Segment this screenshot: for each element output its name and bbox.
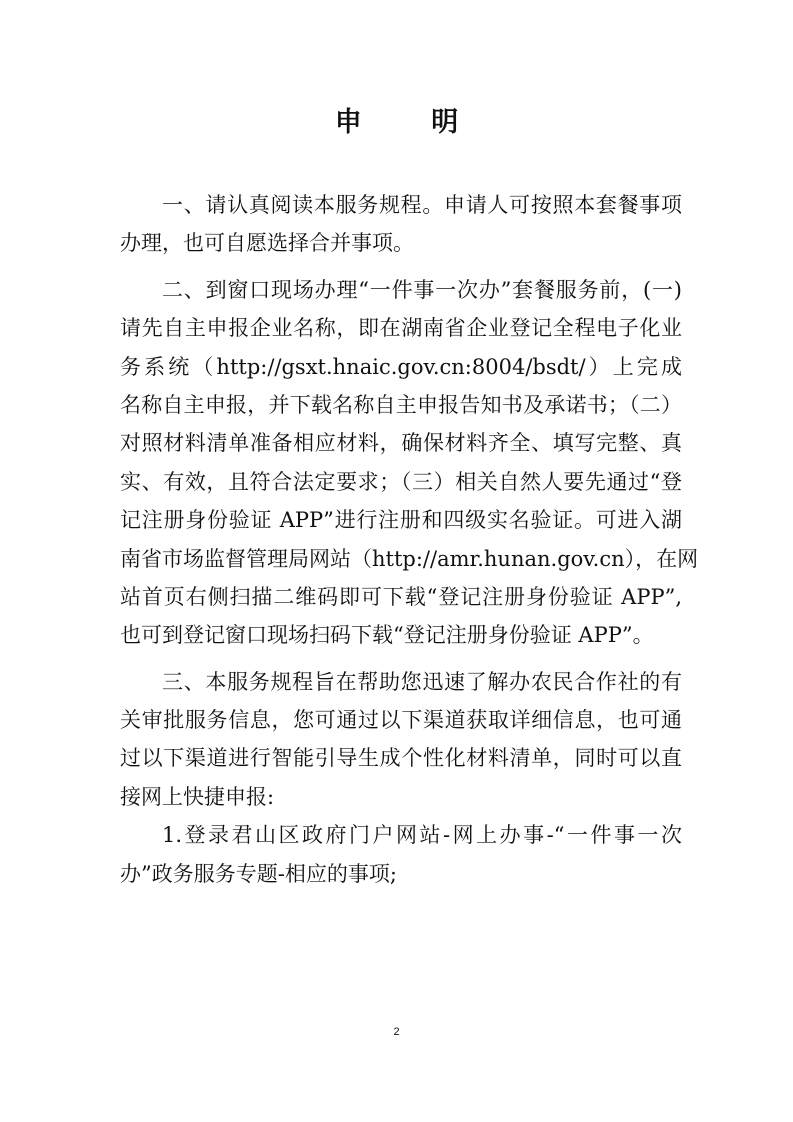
paragraph-2-line-9: 站首页右侧扫描二维码即可下载“登记注册身份验证 APP”, <box>120 584 682 609</box>
paragraph-2-line-2: 请先自主申报企业名称，即在湖南省企业登记全程电子化业 <box>120 316 682 341</box>
list-item-1-line-1: 1.登录君山区政府门户网站-网上办事-“一件事一次 <box>162 823 682 848</box>
paragraph-1-line-1: 一、请认真阅读本服务规程。申请人可按照本套餐事项 <box>162 193 682 217</box>
paragraph-2-line-8: 南省市场监督管理局网站（http://amr.hunan.gov.cn），在网 <box>120 546 699 571</box>
paragraph-2-line-6: 实、有效，且符合法定要求；（三）相关自然人要先通过“登 <box>120 469 682 494</box>
paragraph-3-line-1: 三、本服务规程旨在帮助您迅速了解办农民合作社的有 <box>162 669 682 694</box>
list-item-1-line-2: 办”政务服务专题-相应的事项; <box>120 861 397 886</box>
paragraph-3-line-3: 过以下渠道进行智能引导生成个性化材料清单，同时可以直 <box>120 746 682 771</box>
paragraph-2-line-5: 对照材料清单准备相应材料，确保材料齐全、填写完整、真 <box>120 431 682 456</box>
paragraph-2-line-7: 记注册身份验证 APP”进行注册和四级实名验证。可进入湖 <box>120 508 682 533</box>
page-number: 2 <box>393 1026 400 1038</box>
paragraph-3-line-4: 接网上快捷申报: <box>120 784 275 809</box>
paragraph-2-line-1: 二、到窗口现场办理“一件事一次办”套餐服务前，(一) <box>162 277 682 302</box>
paragraph-1-line-2: 办理，也可自愿选择合并事项。 <box>120 231 414 256</box>
paragraph-2-line-10: 也可到登记窗口现场扫码下载“登记注册身份验证 APP”。 <box>120 623 654 648</box>
paragraph-3-line-2: 关审批服务信息，您可通过以下渠道获取详细信息，也可通 <box>120 708 682 733</box>
statement-body <box>120 186 699 893</box>
paragraph-2-line-4: 名称自主申报，并下载名称自主申报告知书及承诺书；（二） <box>120 392 682 417</box>
page-title: 申 明 <box>334 107 489 138</box>
paragraph-2-line-3: 务系统（http://gsxt.hnaic.gov.cn:8004/bsdt/）上完成 <box>120 354 682 379</box>
